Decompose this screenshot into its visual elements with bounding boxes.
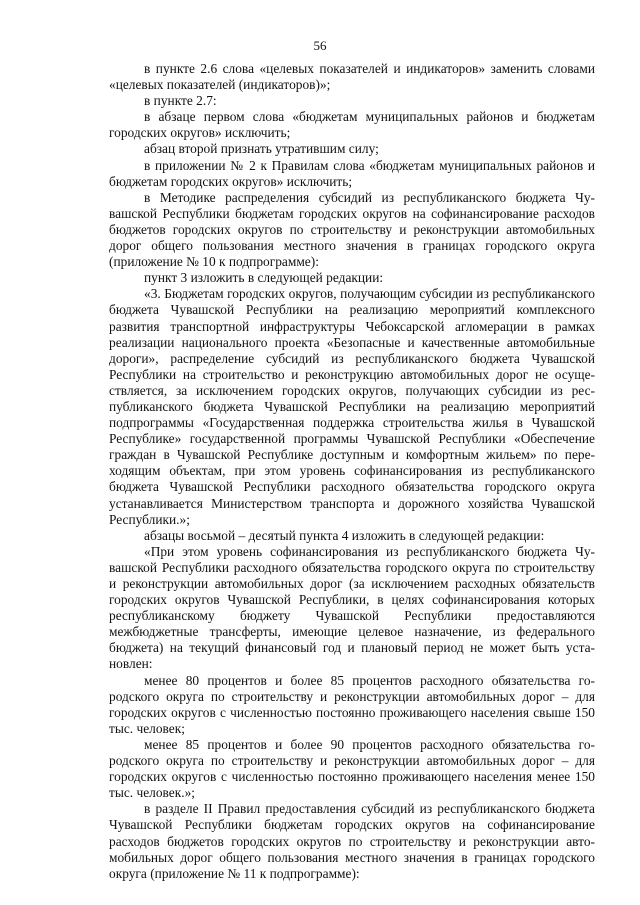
paragraph: в пункте 2.7:: [144, 93, 217, 109]
paragraph: в пункте 2.6 слова «целевых показателей и индикаторов» заменить словами «целевых показателей (индикаторов)»;: [109, 61, 595, 93]
paragraph: пункт 3 изложить в следующей редакции:: [144, 270, 384, 286]
paragraph: в Методике распределения субсидий из республиканского бюджета Чувашской Республики бюджетам городских округов на софинансирование расходов бюджетов городских округов по строительству и реконструкции автомобильных дорог общего пользования местного значения в границах городского округа (приложение № 10 к подпрограмме):: [109, 189, 595, 270]
paragraph: менее 85 процентов и более 90 процентов расходного обязательства городского округа по строительству и реконструкции автомобильных дорог – для городских округов с численностью постоянно проживающего населения менее 150 тыс. человек.»;: [109, 736, 595, 801]
paragraph: менее 80 процентов и более 85 процентов расходного обязательства городского округа по строительству и реконструкции автомобильных дорог – для городских округов с численностью постоянно проживающего населения свыше 150 тыс. человек;: [109, 672, 595, 736]
paragraph: «3. Бюджетам городских округов, получающим субсидии из республиканского бюджета Чувашской Республики на реализацию мероприятий комплексного развития транспортной инфраструктуры Чебоксарской агломерации в рамках реализации национального проекта «Безопасные и качественные автомобильные дороги», распределение субсидий из республиканского бюджета Чувашской Республики на строительство и реконструкцию автомобильных дорог не осуществляется, за исключением городских округов, получающих субсидии из республиканского бюджета Чувашской Республики на реализацию мероприятий подпрограммы «Государственная поддержка строительства жилья в Чувашской Республике» государственной программы Чувашской Республики «Обеспечение граждан в Чувашской Республике доступным и комфортным жильем» по переходящим объектам, при этом уровень софинансирования из республиканского бюджета Чувашской Республики расходного обязательства городского округа устанавливается Министерством транспорта и дорожного хозяйства Чувашской Республики.»;: [109, 286, 595, 527]
page-number: 56: [313, 38, 327, 53]
paragraph: абзац второй признать утратившим силу;: [144, 141, 379, 157]
paragraph: в абзаце первом слова «бюджетам муниципальных районов и бюджетам городских округов» исключить;: [109, 109, 595, 141]
paragraph: «При этом уровень софинансирования из республиканского бюджета Чувашской Республики расходного обязательства городского округа по строительству и реконструкции автомобильных дорог (за исключением расходных обязательств городских округов Чувашской Республики, в целях софинансирования которых республиканскому бюджету Чувашской Республики предоставляются межбюджетные трансферты, имеющие целевое назначение, из федерального бюджета) на текущий финансовый год и плановый период не может быть установлен:: [109, 543, 595, 672]
paragraph: в приложении № 2 к Правилам слова «бюджетам муниципальных районов и бюджетам городских округов» исключить;: [109, 157, 595, 189]
document-body: [109, 61, 595, 882]
paragraph: абзацы восьмой – десятый пункта 4 изложить в следующей редакции:: [144, 527, 545, 543]
paragraph: в разделе II Правил предоставления субсидий из республиканского бюджета Чувашской Республики бюджетам городских округов на софинансирование расходов бюджетов городских округов по строительству и реконструкции автомобильных дорог общего пользования местного значения в границах городского округа (приложение № 11 к подпрограмме):: [109, 801, 595, 881]
